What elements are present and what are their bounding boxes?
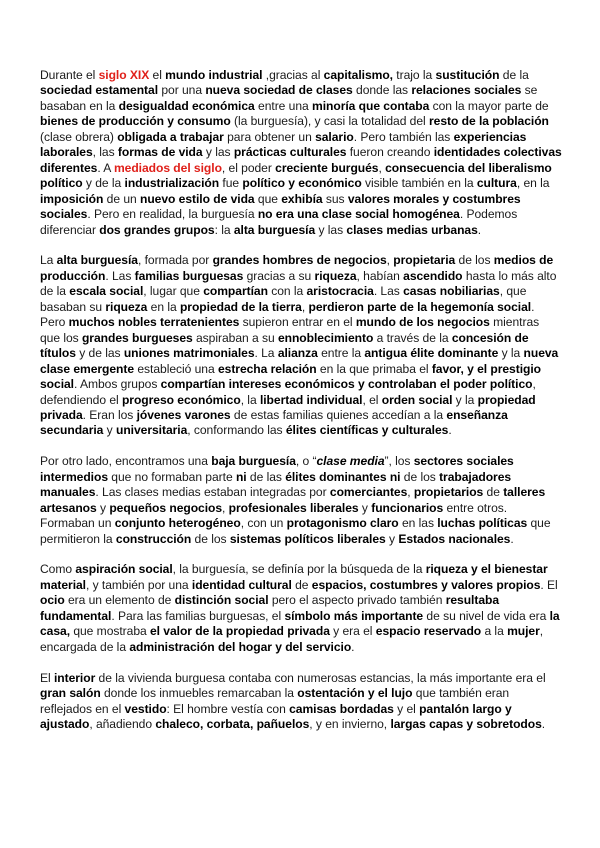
body-text: de los: [400, 469, 440, 484]
emphasis-text: antigua élite dominante: [364, 346, 499, 361]
body-text: fue: [219, 176, 243, 191]
emphasis-text: bienes de producción y consumo: [40, 114, 231, 129]
body-text: trajo la: [392, 68, 436, 82]
body-text: supieron entrar en el: [239, 315, 356, 330]
body-text: : El hombre vestía con: [166, 701, 290, 716]
emphasis-text: clase media: [316, 454, 385, 469]
body-text: y: [358, 500, 372, 515]
body-text: de un: [103, 191, 140, 206]
body-text: , la burguesía, se definía por la búsqueda de la: [172, 562, 426, 577]
body-text: . Pero: [40, 299, 535, 330]
emphasis-text: riqueza y el bienestar material: [40, 562, 548, 592]
emphasis-text: ascendido: [403, 268, 463, 283]
body-text: La: [40, 253, 57, 268]
emphasis-text: luchas políticas: [437, 516, 528, 531]
body-text: de la: [499, 68, 529, 82]
body-text: de estas familias quienes accedían a la: [230, 407, 447, 422]
emphasis-text: vestido: [124, 701, 167, 716]
body-text: el: [149, 68, 166, 82]
body-text: en la que primaba el: [316, 361, 432, 376]
emphasis-text: comerciantes: [329, 485, 408, 500]
emphasis-text: espacio reservado: [375, 624, 482, 639]
body-text: y el: [393, 701, 420, 716]
body-text: mientras que los: [40, 315, 540, 345]
body-text: .: [448, 423, 452, 438]
body-text: en la: [147, 299, 180, 314]
body-text: entre una: [254, 98, 312, 113]
body-text: se basaban en la: [40, 83, 538, 113]
emphasis-text: ennoblecimiento: [277, 330, 374, 345]
paragraph-aspiracion-social: [40, 562, 562, 655]
body-text: . Las: [105, 268, 135, 283]
emphasis-text: consecuencia del liberalismo político: [40, 160, 552, 191]
body-text: ,gracias al: [262, 68, 324, 82]
body-text: y de la: [82, 176, 125, 191]
emphasis-text: orden social: [381, 392, 453, 407]
body-text: , las: [92, 145, 118, 160]
paragraph-vivienda-vestido: [40, 671, 562, 733]
body-text: y: [96, 500, 110, 515]
body-text: que permitieron la: [40, 516, 551, 546]
emphasis-text: élites dominantes: [285, 469, 387, 484]
body-text: de: [291, 577, 312, 592]
body-text: fueron creando: [346, 145, 434, 160]
emphasis-text: largas capas y sobretodos: [390, 716, 542, 731]
emphasis-text: talleres artesanos: [40, 485, 546, 515]
emphasis-text: baja burguesía: [211, 454, 296, 469]
body-text: de: [483, 485, 504, 500]
emphasis-text: escala social: [69, 284, 144, 299]
emphasis-text: favor, y el prestigio social: [40, 361, 542, 392]
body-text: y: [385, 531, 399, 546]
emphasis-text: cultura: [476, 176, 517, 191]
emphasis-text: minoría que contaba: [312, 98, 430, 113]
emphasis-text: uniones matrimoniales: [123, 346, 255, 361]
emphasis-text: propiedad de la tierra: [179, 299, 302, 314]
body-text: Como: [40, 562, 76, 577]
emphasis-text: alta burguesía: [56, 253, 138, 268]
emphasis-text: gran salón: [40, 686, 101, 701]
emphasis-text: salario: [315, 129, 354, 144]
emphasis-text: grandes hombres de negocios: [212, 253, 387, 268]
emphasis-text: élites científicas y culturales: [285, 423, 449, 438]
emphasis-text: funcionarios: [371, 500, 444, 515]
emphasis-text: la casa,: [40, 608, 560, 639]
emphasis-text: ni: [389, 469, 401, 484]
emphasis-text: ocio: [40, 593, 65, 608]
emphasis-text: dos grandes grupos: [99, 222, 215, 237]
paragraph-intro: [40, 68, 562, 238]
body-text: , o “: [295, 454, 317, 469]
body-text: pero el aspecto privado también: [268, 593, 446, 608]
body-text: ,: [222, 500, 229, 515]
body-text: . El: [540, 577, 558, 592]
emphasis-text: compartían intereses económicos y controlaban el poder político: [160, 377, 533, 392]
emphasis-text: construcción: [115, 531, 192, 546]
body-text: de su nivel de vida era: [423, 608, 550, 623]
emphasis-text: espacios, costumbres y valores propios: [311, 577, 541, 592]
body-text: . La: [254, 346, 278, 361]
body-text: con la: [267, 284, 307, 299]
emphasis-text: identidad cultural: [191, 577, 292, 592]
body-text: .: [541, 716, 546, 731]
emphasis-text: clases medias urbanas: [346, 222, 478, 237]
emphasis-text: sistemas políticos liberales: [229, 531, 386, 546]
emphasis-text: sociedad estamental: [40, 83, 159, 98]
emphasis-text: concesión de títulos: [40, 330, 529, 361]
emphasis-text: nueva sociedad de clases: [205, 83, 353, 98]
body-text: a la: [481, 624, 508, 639]
body-text: , la: [240, 392, 260, 407]
emphasis-text: industrialización: [124, 176, 220, 191]
emphasis-text: perdieron parte de la hegemonía social: [308, 299, 532, 314]
emphasis-text: sustitución: [435, 68, 500, 82]
emphasis-text: símbolo más importante: [284, 608, 424, 623]
body-text: y de las: [75, 346, 124, 361]
body-text: que no formaban parte: [108, 469, 236, 484]
body-text: de los: [191, 531, 230, 546]
emphasis-text: libertad individual: [259, 392, 363, 407]
body-text: por una: [158, 83, 206, 98]
body-text: a través de la: [373, 330, 452, 345]
body-text: . Las clases medias estaban integradas por: [95, 485, 330, 500]
emphasis-text: no era una clase social homogénea: [257, 207, 460, 222]
emphasis-text: distinción social: [174, 593, 269, 608]
emphasis-text: siglo XIX: [98, 68, 150, 82]
emphasis-text: valores morales y costumbres sociales: [40, 191, 521, 222]
body-text: .: [351, 639, 355, 654]
body-text: , añadiendo: [89, 716, 156, 731]
body-text: ,: [386, 253, 394, 268]
emphasis-text: exhibía: [281, 191, 323, 206]
body-text: ,: [407, 485, 414, 500]
emphasis-text: muchos nobles terratenientes: [68, 315, 240, 330]
emphasis-text: ostentación y el lujo: [297, 686, 413, 701]
body-text: , en la: [516, 176, 550, 191]
emphasis-text: conjunto heterogéneo: [114, 516, 241, 531]
emphasis-text: chaleco, corbata, pañuelos: [155, 716, 310, 731]
emphasis-text: grandes burgueses: [81, 330, 193, 345]
body-text: . Las: [373, 284, 404, 299]
body-text: ,: [378, 160, 386, 175]
document-page: [40, 68, 562, 748]
body-text: .: [510, 531, 514, 546]
body-text: , con un: [240, 516, 287, 531]
emphasis-text: aristocracia: [306, 284, 374, 299]
body-text: aspiraban a su: [192, 330, 278, 345]
body-text: de la vivienda burguesa contaba con numerosas estancias, la más importante era el: [95, 670, 546, 685]
body-text: estableció una: [134, 361, 218, 376]
body-text: , habían: [356, 268, 404, 283]
body-text: entre la: [317, 346, 365, 361]
paragraph-baja-burguesia: [40, 454, 562, 547]
body-text: , defendiendo el: [40, 377, 536, 407]
body-text: sus: [322, 191, 348, 206]
body-text: que también eran reflejados en el: [40, 686, 510, 716]
body-text: El: [40, 670, 54, 685]
body-text: , formada por: [137, 253, 213, 268]
emphasis-text: alianza: [277, 346, 318, 361]
emphasis-text: el valor de la propiedad privada: [150, 624, 330, 639]
body-text: que mostraba: [70, 624, 150, 639]
emphasis-text: propietaria: [393, 253, 456, 268]
emphasis-text: interior: [53, 670, 96, 685]
body-text: y las: [202, 145, 234, 160]
body-text: entre otros. Formaban un: [40, 500, 508, 531]
emphasis-text: relaciones sociales: [411, 83, 522, 98]
emphasis-text: Estados nacionales: [398, 531, 511, 546]
emphasis-text: pequeños negocios: [109, 500, 223, 515]
emphasis-text: creciente burgués: [275, 160, 379, 175]
body-text: para obtener un: [223, 129, 316, 144]
body-text: y: [103, 423, 116, 438]
body-text: , y en invierno,: [309, 716, 391, 731]
body-text: , conformando las: [187, 423, 286, 438]
emphasis-text: trabajadores manuales: [40, 469, 512, 500]
body-text: Durante el: [40, 68, 99, 82]
body-text: , que basaban su: [40, 284, 527, 314]
emphasis-text: camisas bordadas: [289, 701, 394, 716]
emphasis-text: propiedad privada: [40, 392, 536, 422]
emphasis-text: pantalón largo y ajustado: [40, 701, 512, 731]
emphasis-text: medios de producción: [40, 253, 554, 283]
emphasis-text: mujer: [507, 624, 540, 639]
body-text: . Para las familias burguesas, el: [111, 608, 285, 623]
body-text: de las: [246, 469, 286, 484]
body-text: gracias a su: [243, 268, 315, 283]
emphasis-text: casas nobiliarias: [403, 284, 500, 299]
emphasis-text: alta burguesía: [233, 222, 316, 237]
body-text: : la: [214, 222, 234, 237]
emphasis-text: enseñanza secundaria: [40, 407, 508, 438]
emphasis-text: propietarios: [413, 485, 484, 500]
emphasis-text: aspiración social: [75, 562, 173, 577]
body-text: y las: [315, 222, 347, 237]
body-text: , y también por una: [86, 577, 192, 592]
body-text: hasta lo más alto de la: [40, 268, 557, 299]
emphasis-text: nuevo estilo de vida: [139, 191, 255, 206]
body-text: Por otro lado, encontramos una: [40, 454, 212, 469]
emphasis-text: experiencias laborales: [40, 129, 527, 160]
body-text: que: [254, 191, 282, 206]
emphasis-text: mundo de los negocios: [355, 315, 490, 330]
body-text: donde los inmuebles remarcaban la: [100, 686, 298, 701]
body-text: . A: [97, 160, 114, 175]
emphasis-text: sectores sociales intermedios: [40, 454, 514, 484]
body-text: (la burguesía), y casi la totalidad del: [230, 114, 429, 129]
body-text: donde las: [352, 83, 412, 98]
body-text: . Eran los: [82, 407, 137, 422]
emphasis-text: identidades colectivas diferentes: [40, 145, 562, 175]
body-text: . Ambos grupos: [74, 377, 161, 392]
body-text: . Podemos diferenciar: [40, 207, 518, 237]
emphasis-text: progreso económico: [121, 392, 241, 407]
body-text: , encargada de la: [40, 624, 544, 654]
emphasis-text: riqueza: [314, 268, 357, 283]
emphasis-text: jóvenes varones: [136, 407, 231, 422]
body-text: ”, los: [384, 454, 414, 469]
emphasis-text: resto de la población: [428, 114, 549, 129]
body-text: visible también en la: [361, 176, 477, 191]
body-text: en las: [398, 516, 438, 531]
emphasis-text: mundo industrial: [165, 68, 263, 82]
emphasis-text: mediados del siglo: [113, 160, 222, 175]
emphasis-text: estrecha relación: [217, 361, 317, 376]
body-text: . Pero en realidad, la burguesía: [87, 207, 258, 222]
emphasis-text: compartían: [203, 284, 268, 299]
emphasis-text: universitaria: [115, 423, 188, 438]
body-text: y la: [452, 392, 478, 407]
paragraph-alta-burguesia: [40, 253, 562, 438]
body-text: con la mayor parte de: [429, 98, 549, 113]
emphasis-text: capitalismo,: [323, 68, 393, 82]
emphasis-text: profesionales liberales: [228, 500, 359, 515]
body-text: de los: [455, 253, 494, 268]
emphasis-text: prácticas culturales: [233, 145, 347, 160]
body-text: .: [477, 222, 482, 237]
body-text: , el: [362, 392, 382, 407]
emphasis-text: resultaba fundamental: [40, 593, 500, 623]
emphasis-text: riqueza: [105, 299, 148, 314]
body-text: y era el: [329, 624, 376, 639]
emphasis-text: protagonismo claro: [286, 516, 399, 531]
body-text: . Pero también las: [353, 129, 454, 144]
emphasis-text: obligada a trabajar: [117, 129, 224, 144]
emphasis-text: administración del hogar y del servicio: [129, 639, 352, 654]
body-text: era un elemento de: [64, 593, 175, 608]
emphasis-text: ni: [235, 469, 247, 484]
emphasis-text: político y económico: [242, 176, 362, 191]
emphasis-text: formas de vida: [117, 145, 203, 160]
emphasis-text: imposición: [40, 191, 104, 206]
body-text: ,: [301, 299, 309, 314]
emphasis-text: desigualdad económica: [118, 98, 255, 113]
emphasis-text: familias burguesas: [134, 268, 244, 283]
body-text: (clase obrera): [40, 129, 118, 144]
body-text: , el poder: [221, 160, 276, 175]
emphasis-text: nueva clase emergente: [40, 346, 559, 376]
body-text: , lugar que: [143, 284, 204, 299]
body-text: y la: [498, 346, 524, 361]
